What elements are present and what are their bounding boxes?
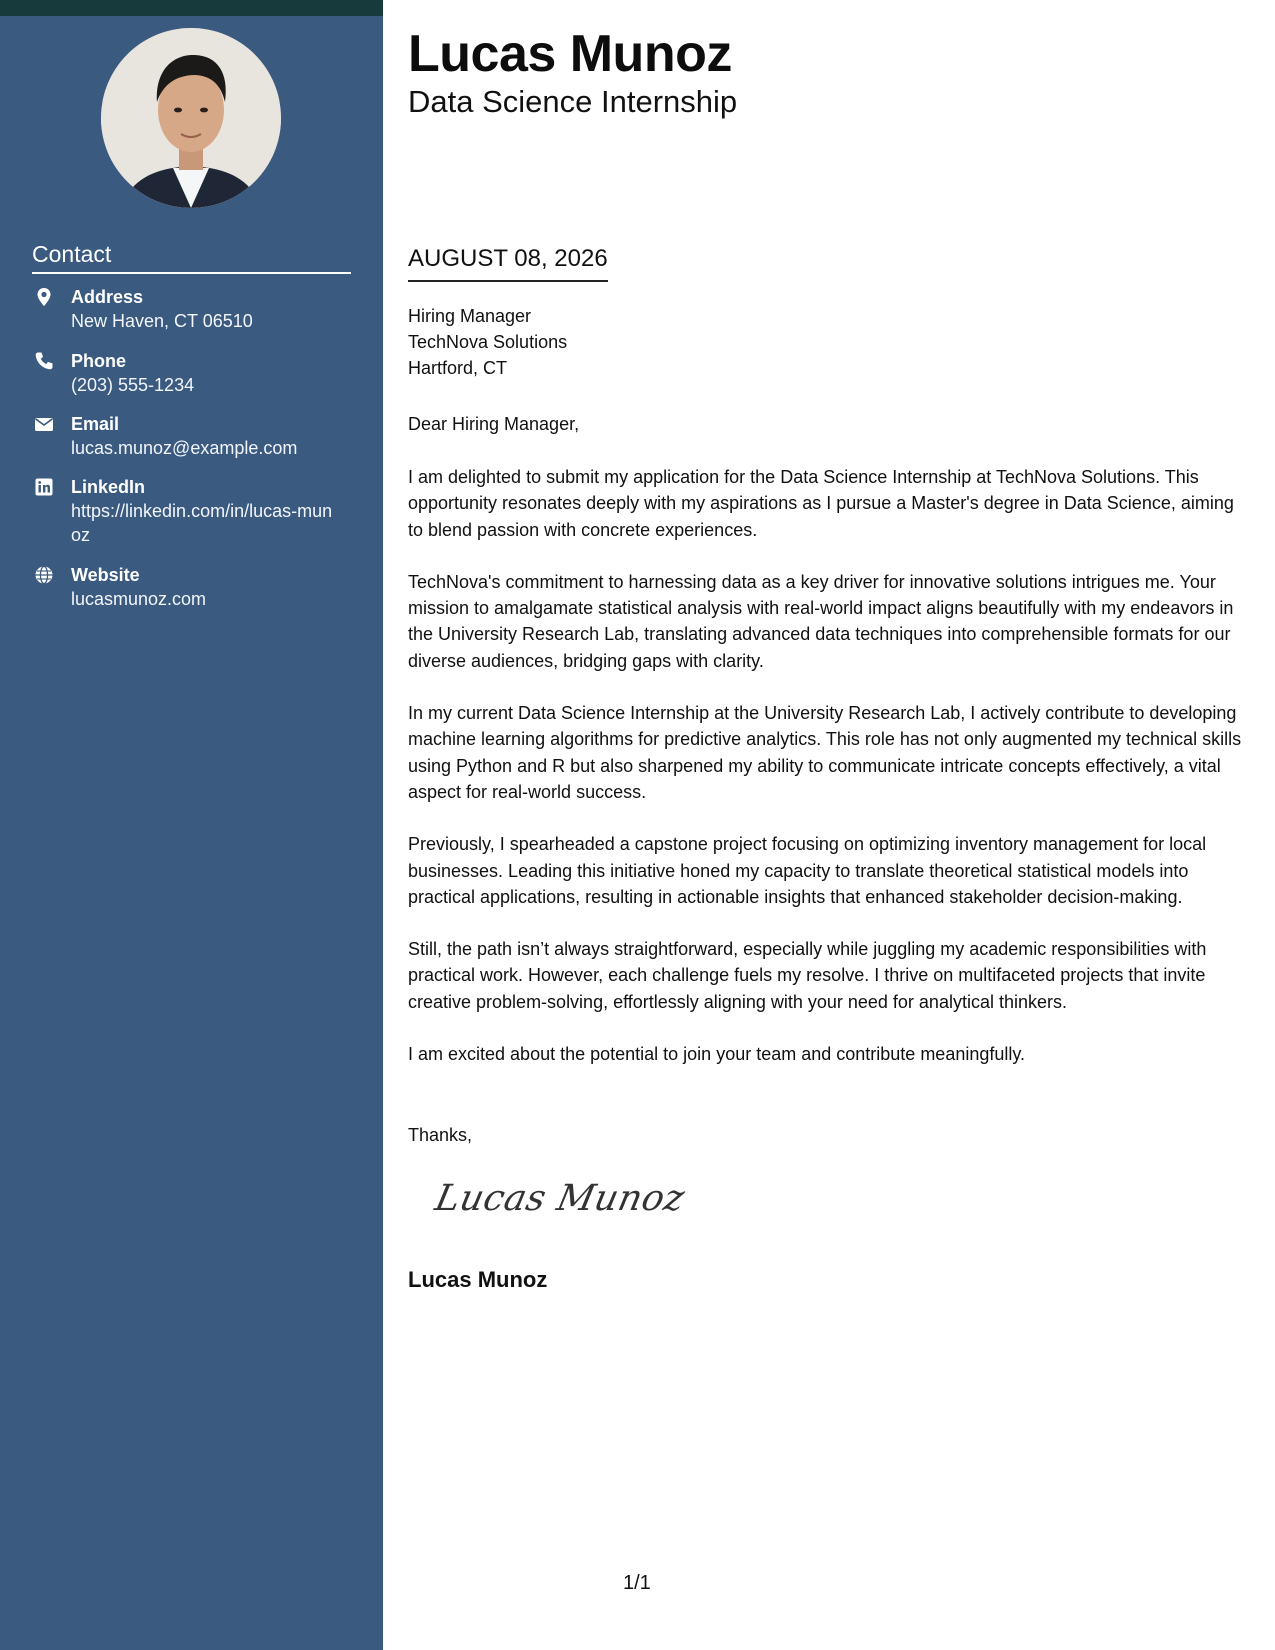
contact-label: Website — [71, 565, 140, 585]
contact-value: New Haven, CT 06510 — [71, 311, 253, 331]
closing: Thanks, — [408, 1125, 473, 1145]
page-number: 1/1 — [623, 1572, 651, 1594]
globe-icon — [34, 565, 54, 585]
body-paragraph: In my current Data Science Internship at the University Research Lab, I actively contribute to developing machine learning algorithms for predictive analytics. This role has not only augmented my technical skills using Python and R but also sharpened my ability to communicate intricate concepts effectively, a vital aspect for real-world success. — [408, 703, 1242, 802]
phone-icon — [34, 351, 54, 371]
body-paragraph: Still, the path isn’t always straightforward, especially while juggling my academic responsibilities with practical work. However, each challenge fuels my resolve. I thrive on multifaceted projects that invite creative problem-solving, effortlessly aligning with your need for analytical thinkers. — [408, 939, 1207, 1012]
contact-label: Address — [71, 287, 144, 307]
envelope-icon — [34, 414, 54, 434]
recipient-block — [408, 303, 567, 381]
contact-label: Phone — [71, 351, 127, 371]
contact-label: LinkedIn — [71, 477, 146, 497]
signer-name: Lucas Munoz — [408, 1267, 548, 1292]
linkedin-icon — [34, 477, 54, 497]
location-pin-icon — [34, 287, 54, 307]
contact-label: Email — [71, 414, 120, 434]
handwritten-signature: Lucas Munoz — [431, 1178, 689, 1219]
letter-main — [408, 0, 1253, 1650]
body-paragraph: I am delighted to submit my application for the Data Science Internship at TechNova Solutions. This opportunity resonates deeply with my aspirations as I pursue a Master's degree in Data Science, aiming to blend passion with concrete experiences. — [408, 467, 1234, 540]
contact-value: (203) 555-1234 — [71, 375, 195, 395]
letter-date: AUGUST 08, 2026 — [408, 244, 608, 282]
letter-body — [408, 464, 1253, 1093]
recipient-line: Hartford, CT — [408, 358, 508, 378]
salutation: Dear Hiring Manager, — [408, 414, 580, 434]
contact-value: lucasmunoz.com — [71, 589, 207, 609]
applicant-name: Lucas Munoz — [408, 25, 732, 83]
body-paragraph: TechNova's commitment to harnessing data as a key driver for innovative solutions intrigues me. Your mission to amalgamate statistical analysis with real-world impact aligns beautifully with my endeavors in the University Research Lab, translating advanced data techniques into comprehensible formats for our diverse audiences, bridging gaps with clarity. — [408, 571, 1234, 671]
contact-value: lucas.munoz@example.com — [71, 438, 298, 458]
body-paragraph: I am excited about the potential to join your team and contribute meaningfully. — [408, 1044, 1026, 1065]
job-title: Data Science Internship — [408, 84, 738, 119]
recipient-line: TechNova Solutions — [408, 332, 568, 352]
contact-value: https://linkedin.com/in/lucas-munoz — [71, 501, 333, 545]
body-paragraph: Previously, I spearheaded a capstone project focusing on optimizing inventory management for local businesses. Leading this initiative honed my capacity to translate theoretical statistical models into practical applications, resulting in actionable insights that enhanced stakeholder decision-making. — [408, 834, 1207, 907]
contact-heading: Contact — [32, 240, 351, 274]
sidebar-top-band — [0, 0, 383, 16]
recipient-line: Hiring Manager — [408, 306, 532, 326]
avatar — [101, 28, 281, 208]
sidebar — [0, 0, 383, 1650]
